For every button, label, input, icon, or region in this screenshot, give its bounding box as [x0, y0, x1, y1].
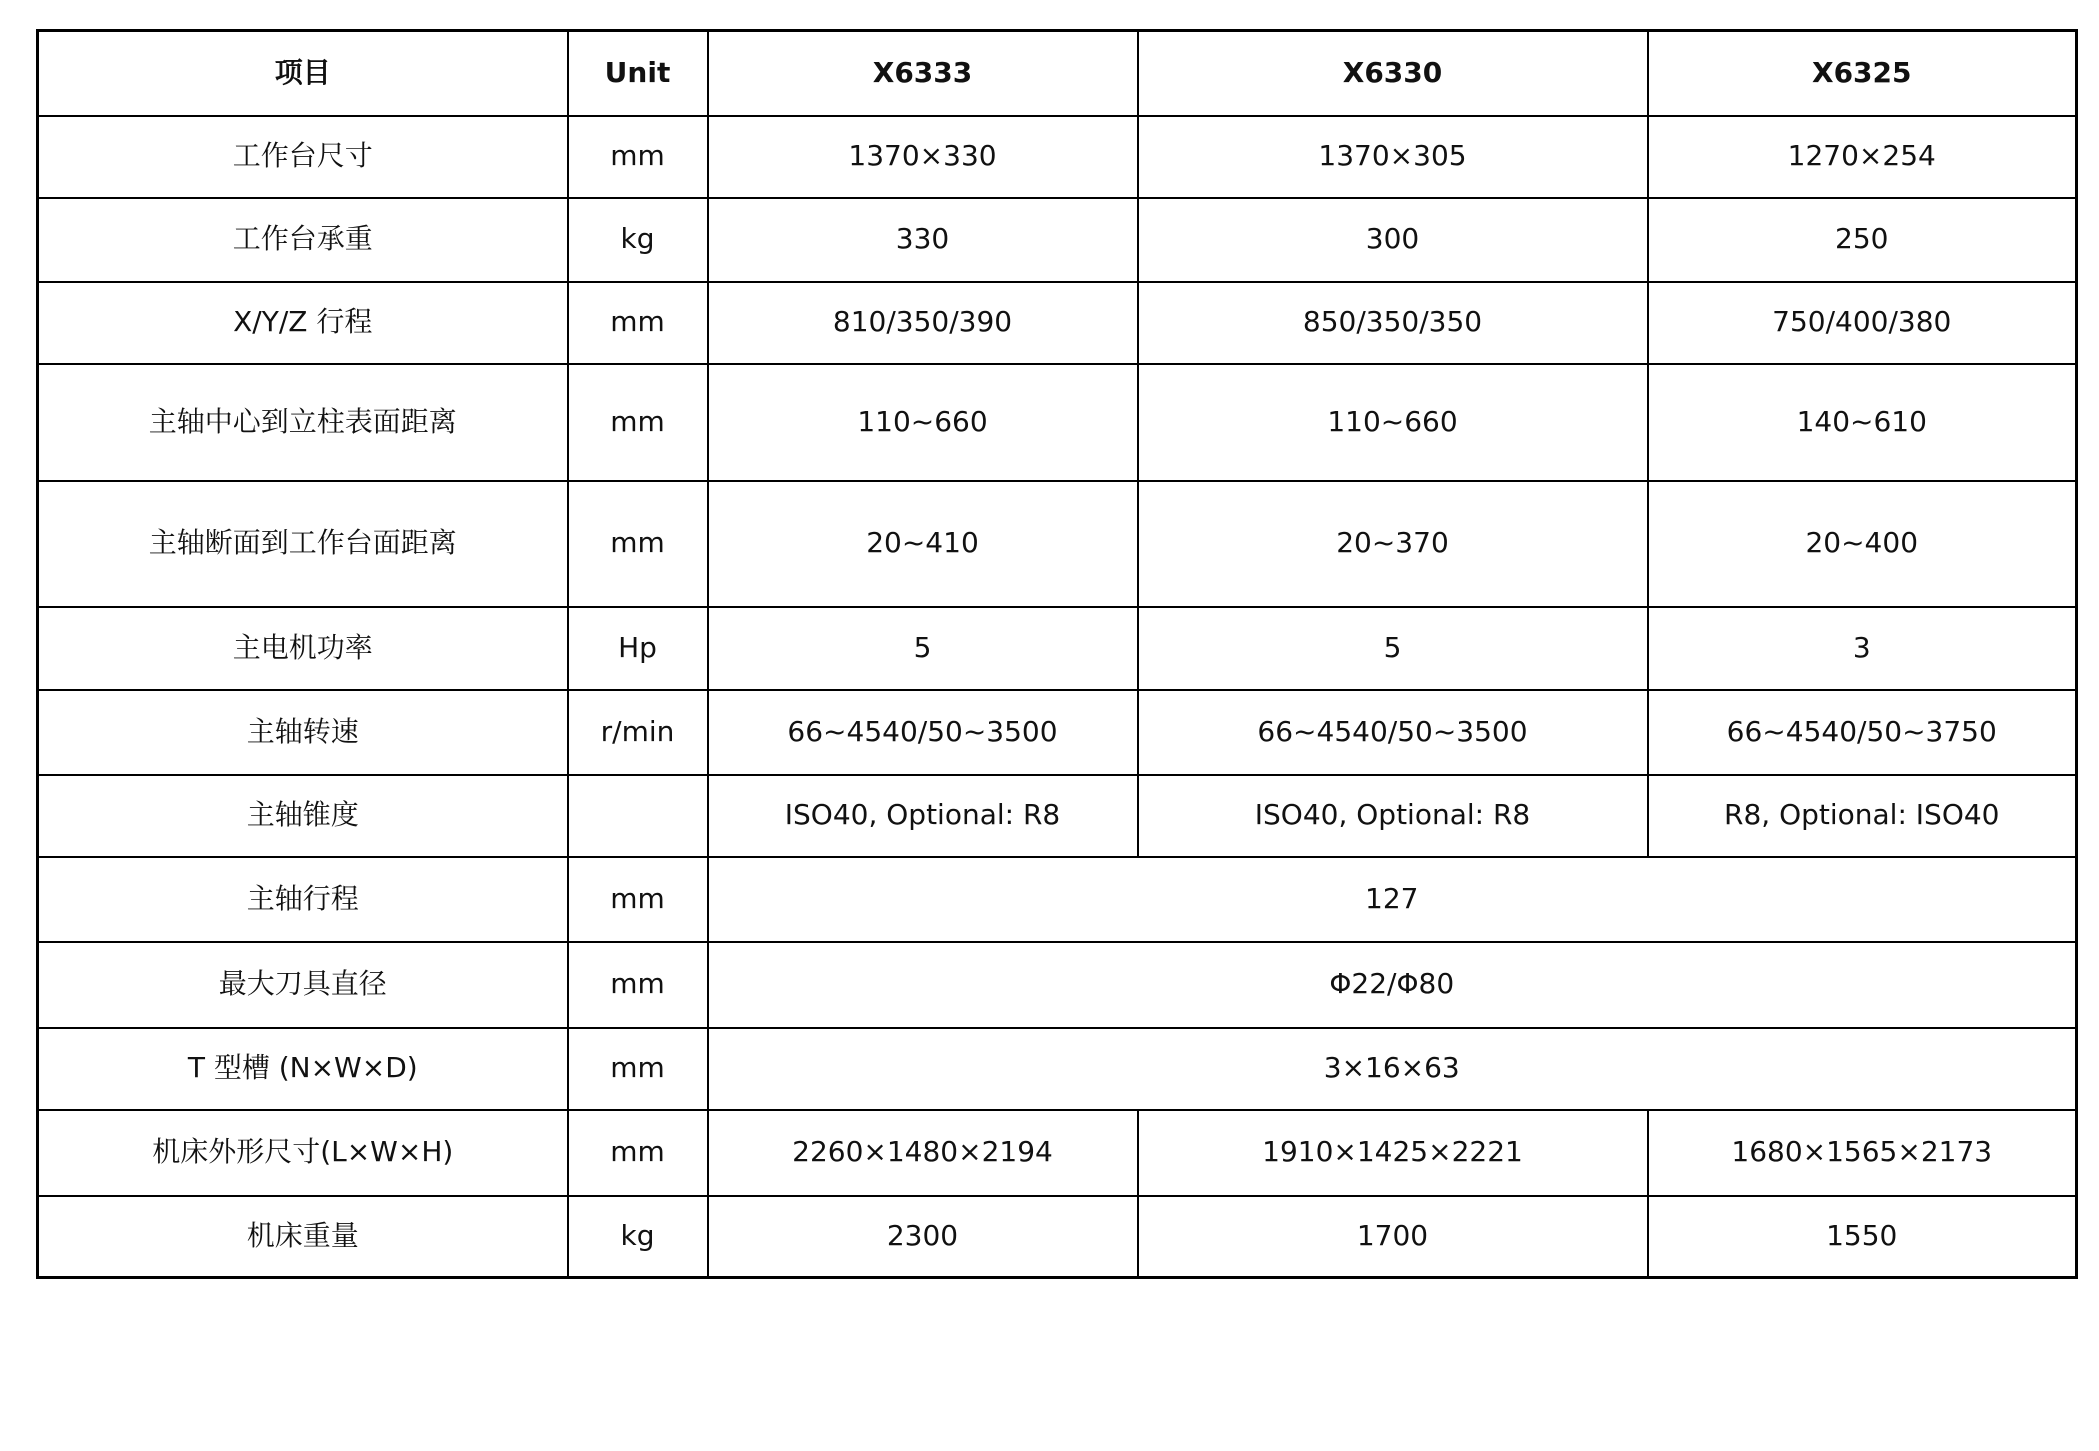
row-item-label: 主轴行程: [38, 857, 568, 942]
row-value: 1910×1425×2221: [1138, 1110, 1648, 1196]
row-unit: Hp: [568, 607, 708, 690]
row-value: 2260×1480×2194: [708, 1110, 1138, 1196]
row-item-label: 工作台尺寸: [38, 116, 568, 198]
row-unit: mm: [568, 481, 708, 607]
table-row: [38, 116, 2077, 198]
table-row: [38, 1028, 2077, 1110]
row-value: 110~660: [708, 364, 1138, 481]
row-value: 66~4540/50~3500: [708, 690, 1138, 775]
row-value: 66~4540/50~3750: [1648, 690, 2077, 775]
row-value: ISO40, Optional: R8: [708, 775, 1138, 857]
row-value: 5: [708, 607, 1138, 690]
row-value: 20~410: [708, 481, 1138, 607]
row-item-label: 机床外形尺寸(L×W×H): [38, 1110, 568, 1196]
table-row: [38, 775, 2077, 857]
row-unit: mm: [568, 364, 708, 481]
spec-body: [38, 116, 2077, 1278]
row-value: 140~610: [1648, 364, 2077, 481]
row-value: 810/350/390: [708, 282, 1138, 364]
table-row: [38, 690, 2077, 775]
row-unit: mm: [568, 116, 708, 198]
row-value: 850/350/350: [1138, 282, 1648, 364]
header-unit: Unit: [568, 31, 708, 116]
row-value: 330: [708, 198, 1138, 282]
header-model-x6333: X6333: [708, 31, 1138, 116]
row-item-label: 最大刀具直径: [38, 942, 568, 1028]
row-item-label: 主轴转速: [38, 690, 568, 775]
row-value: 66~4540/50~3500: [1138, 690, 1648, 775]
row-value: 110~660: [1138, 364, 1648, 481]
row-value-shared: 127: [708, 857, 2077, 942]
header-item: 项目: [38, 31, 568, 116]
row-item-label: 主电机功率: [38, 607, 568, 690]
row-item-label: 工作台承重: [38, 198, 568, 282]
row-unit: [568, 775, 708, 857]
row-item-label: X/Y/Z 行程: [38, 282, 568, 364]
row-value: 300: [1138, 198, 1648, 282]
row-value: 1700: [1138, 1196, 1648, 1278]
row-value: 2300: [708, 1196, 1138, 1278]
row-unit: mm: [568, 942, 708, 1028]
row-item-label: T 型槽 (N×W×D): [38, 1028, 568, 1110]
row-value: 1550: [1648, 1196, 2077, 1278]
row-item-label: 机床重量: [38, 1196, 568, 1278]
table-row: [38, 198, 2077, 282]
header-model-x6325: X6325: [1648, 31, 2077, 116]
spec-table: [36, 29, 2078, 1279]
row-unit: kg: [568, 198, 708, 282]
table-row: [38, 607, 2077, 690]
row-value: 5: [1138, 607, 1648, 690]
row-value: 1370×305: [1138, 116, 1648, 198]
row-value-shared: Φ22/Φ80: [708, 942, 2077, 1028]
row-value-shared: 3×16×63: [708, 1028, 2077, 1110]
header-row: [38, 31, 2077, 116]
row-unit: mm: [568, 857, 708, 942]
row-value: 250: [1648, 198, 2077, 282]
table-row: [38, 857, 2077, 942]
row-value: 20~370: [1138, 481, 1648, 607]
row-unit: mm: [568, 1028, 708, 1110]
row-value: R8, Optional: ISO40: [1648, 775, 2077, 857]
row-item-label: 主轴中心到立柱表面距离: [38, 364, 568, 481]
table-row: [38, 1196, 2077, 1278]
row-value: 750/400/380: [1648, 282, 2077, 364]
row-item-label: 主轴锥度: [38, 775, 568, 857]
row-unit: kg: [568, 1196, 708, 1278]
row-item-label: 主轴断面到工作台面距离: [38, 481, 568, 607]
row-value: 1680×1565×2173: [1648, 1110, 2077, 1196]
table-row: [38, 364, 2077, 481]
table-row: [38, 481, 2077, 607]
row-value: 3: [1648, 607, 2077, 690]
table-row: [38, 942, 2077, 1028]
row-unit: r/min: [568, 690, 708, 775]
table-row: [38, 282, 2077, 364]
row-value: 1270×254: [1648, 116, 2077, 198]
header-model-x6330: X6330: [1138, 31, 1648, 116]
row-unit: mm: [568, 1110, 708, 1196]
table-row: [38, 1110, 2077, 1196]
row-value: ISO40, Optional: R8: [1138, 775, 1648, 857]
row-value: 1370×330: [708, 116, 1138, 198]
row-unit: mm: [568, 282, 708, 364]
row-value: 20~400: [1648, 481, 2077, 607]
